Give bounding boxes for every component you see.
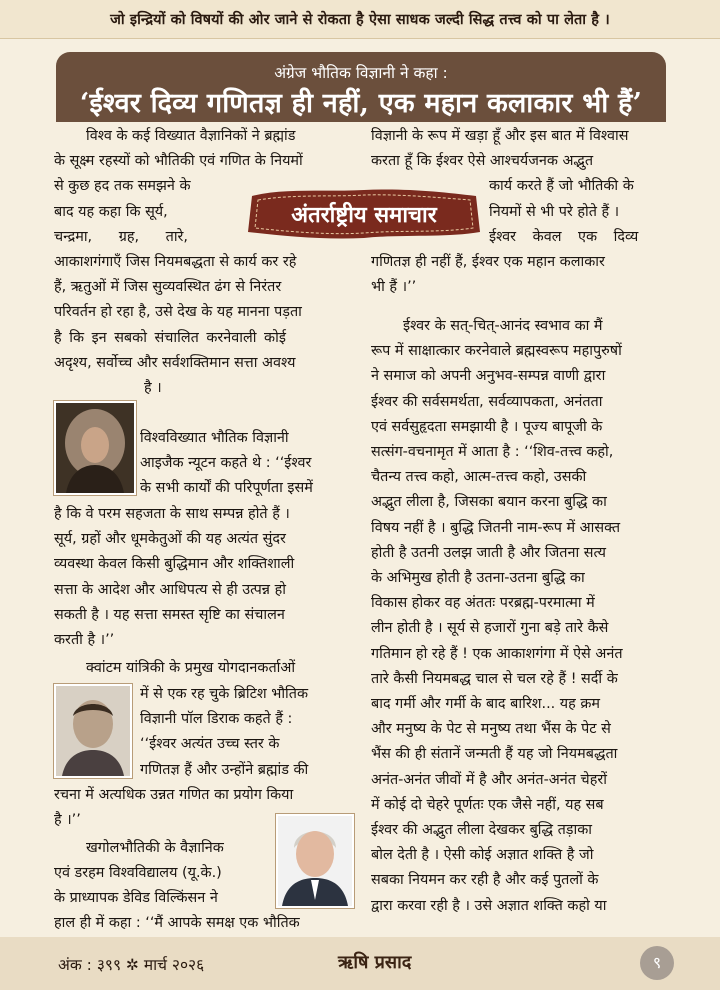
line: बाद गर्मी और गर्मी के बाद बारिश... यह क्रम xyxy=(371,696,601,713)
line: खगोलभौतिकी के वैज्ञानिक xyxy=(86,840,224,856)
line: सकती है । यह सत्ता समस्त सृष्टि का संचालन xyxy=(54,606,285,623)
line: ईश्वर के सत्-चित्-आनंद स्वभाव का मैं xyxy=(403,318,603,334)
top-quote-bar xyxy=(0,0,720,39)
line: ‘‘ईश्वर अत्यंत उच्च स्तर के xyxy=(140,736,280,753)
left-para-3a xyxy=(54,656,354,681)
line: के प्राध्यापक डेविड विल्किंसन ने xyxy=(54,890,218,907)
line: सबका नियमन कर रही है और कई पुतलों के xyxy=(371,872,599,889)
line: है । xyxy=(144,380,162,397)
line: अद्भुत लीला है, जिसका बयान करना बुद्धि का xyxy=(371,494,607,511)
line: अनंत-अनंत जीवों में है और अनंत-अनंत चेहरों xyxy=(371,771,607,788)
page-footer xyxy=(0,937,720,990)
line: हाल ही में कहा : ‘‘मैं आपके समक्ष एक भौतिक xyxy=(54,915,300,931)
line: चन्द्रमा, ग्रह, तारे, xyxy=(54,228,189,245)
line: विकास होकर वह अंततः परब्रह्म-परमात्मा में xyxy=(371,595,595,612)
line: द्वारा करवा रही है । उसे अज्ञात शक्ति कहो या xyxy=(371,897,607,914)
line: है ।’’ xyxy=(54,812,81,829)
line: में से एक रह चुके ब्रिटिश भौतिक xyxy=(140,686,309,702)
line: गणितज्ञ ही नहीं हैं, ईश्वर एक महान कलाकार xyxy=(371,254,605,271)
line: है कि इन सबको संचालित करनेवाली कोई xyxy=(54,329,286,346)
right-para-2 xyxy=(371,314,671,919)
left-para-2b xyxy=(54,502,354,653)
line: हैं, ऋतुओं में जिस सुव्यवस्थित ढंग से निरंतर xyxy=(54,279,282,296)
line: और मनुष्य के पेट से मनुष्य तथा भैंस के पेट से xyxy=(371,721,611,738)
line: ने समाज को अपनी अनुभव-सम्पन्न वाणी द्वारा xyxy=(371,368,606,385)
line: विश्व के कई विख्यात वैज्ञानिकों ने ब्रह्मांड xyxy=(86,128,296,144)
line: क्वांटम यांत्रिकी के प्रमुख योगदानकर्ताओं xyxy=(86,660,296,676)
line: विज्ञानी के रूप में खड़ा हूँ और इस बात में विश्वास xyxy=(371,128,629,144)
line: आइजैक न्यूटन कहते थे : ‘‘ईश्वर xyxy=(140,455,312,472)
line: सत्संग-वचनामृत में आता है : ‘‘शिव-तत्त्व कहो, xyxy=(371,444,614,461)
line: ईश्वर की सर्वसमर्थता, सर्वव्यापकता, अनंतता xyxy=(371,393,603,410)
line: लीन होती है । सूर्य से हजारों गुना बड़े तारे कैसे xyxy=(371,620,609,637)
page-number: ९ xyxy=(640,946,674,980)
dirac-portrait xyxy=(54,684,132,778)
line: रचना में अत्यधिक उन्नत गणित का प्रयोग किया xyxy=(54,787,294,803)
line: करता हूँ कि ईश्वर ऐसे आश्चर्यजनक अद्भुत xyxy=(371,153,594,170)
line: ईश्वर केवल एक दिव्य xyxy=(489,228,639,245)
line: नियमों से भी परे होते हैं । xyxy=(489,203,620,220)
line: सूर्य, ग्रहों और धूमकेतुओं की यह अत्यंत सुंदर xyxy=(54,531,286,548)
line: विश्वविख्यात भौतिक विज्ञानी xyxy=(140,430,289,446)
wilkinson-portrait xyxy=(276,814,354,908)
line: गणितज्ञ हैं और उन्होंने ब्रह्मांड की xyxy=(140,761,309,778)
line: करती है ।’’ xyxy=(54,632,115,649)
issue-info: अंक : ३९९ ✲ मार्च २०२६ xyxy=(58,956,205,974)
line: आकाशगंगाएँ जिस नियमबद्धता से कार्य कर रहे xyxy=(54,254,297,271)
line: बोल देती है । ऐसी कोई अज्ञात शक्ति है जो xyxy=(371,847,594,864)
line: से कुछ हद तक समझने के xyxy=(54,178,191,195)
line: व्यवस्था केवल किसी बुद्धिमान और शक्तिशाली xyxy=(54,556,295,573)
line: भी हैं ।’’ xyxy=(371,279,417,296)
line: होती है उतनी उलझ जाती है और जितना सत्य xyxy=(371,544,607,561)
line: एवं सर्वसुहृदता समझायी है । पूज्य बापूजी के xyxy=(371,418,603,435)
line: में कोई दो चेहरे पूर्णतः एक जैसे नहीं, यह सब xyxy=(371,796,604,813)
headline-title: ‘ईश्वर दिव्य गणितज्ञ ही नहीं, एक महान कलाकार भी हैं’ xyxy=(79,88,643,119)
left-para-1 xyxy=(54,124,354,401)
newton-portrait xyxy=(54,401,136,495)
line: रूप में साक्षात्कार करनेवाले ब्रह्मस्वरूप महापुरुषों xyxy=(371,343,622,360)
line: बाद यह कहा कि सूर्य, xyxy=(54,203,168,220)
line: है कि वे परम सहजता के साथ सम्पन्न होते हैं । xyxy=(54,506,290,522)
line: विज्ञानी पॉल डिराक कहते हैं : xyxy=(140,711,293,728)
line: के अभिमुख होती है उतना-उतना बुद्धि का xyxy=(371,570,585,587)
line: के सूक्ष्म रहस्यों को भौतिकी एवं गणित के नियमों xyxy=(54,153,303,170)
line: चैतन्य तत्त्व कहो, आत्म-तत्त्व कहो, उसकी xyxy=(371,469,587,486)
stamp-text: अंतर्राष्ट्रीय समाचार xyxy=(291,202,437,228)
line: तारे कैसी नियमबद्ध चाल से चल रहे हैं ! सर्दी के xyxy=(371,670,618,687)
line: एवं डरहम विश्वविद्यालय (यू.के.) xyxy=(54,865,222,882)
line: सत्ता के आदेश और आधिपत्य से ही उत्पन्न हो xyxy=(54,581,286,598)
headline-banner xyxy=(56,52,666,122)
magazine-name: ऋषि प्रसाद xyxy=(338,952,412,973)
left-para-2a xyxy=(140,426,354,502)
line: अदृश्य, सर्वोच्च और सर्वशक्तिमान सत्ता अवश्य xyxy=(54,354,296,371)
left-para-4 xyxy=(54,836,270,912)
top-quote: जो इन्द्रियों को विषयों की ओर जाने से रोकता है ऐसा साधक जल्दी सिद्ध तत्त्व को पा लेता है । xyxy=(110,12,610,28)
line: भैंस की ही संतानें जन्मती हैं यह जो नियमबद्धता xyxy=(371,746,618,763)
left-para-3b xyxy=(140,682,354,783)
line: गतिमान हो रहे हैं ! एक आकाशगंगा में ऐसे अनंत xyxy=(371,645,623,662)
right-para-1 xyxy=(371,124,671,300)
line: के सभी कार्यों की परिपूर्णता इसमें xyxy=(140,480,313,497)
line: कार्य करते हैं जो भौतिकी के xyxy=(489,178,634,195)
line: ईश्वर की अद्भुत लीला देखकर बुद्धि तड़ाका xyxy=(371,822,593,839)
line: परिवर्तन हो रहा है, उसे देख के यह मानना पड़ता xyxy=(54,304,302,321)
headline-subtitle: अंग्रेज भौतिक विज्ञानी ने कहा : xyxy=(274,64,448,82)
line: विषय नहीं है । बुद्धि जितनी नाम-रूप में आसक्त xyxy=(371,519,621,536)
left-para-4b xyxy=(54,911,354,936)
